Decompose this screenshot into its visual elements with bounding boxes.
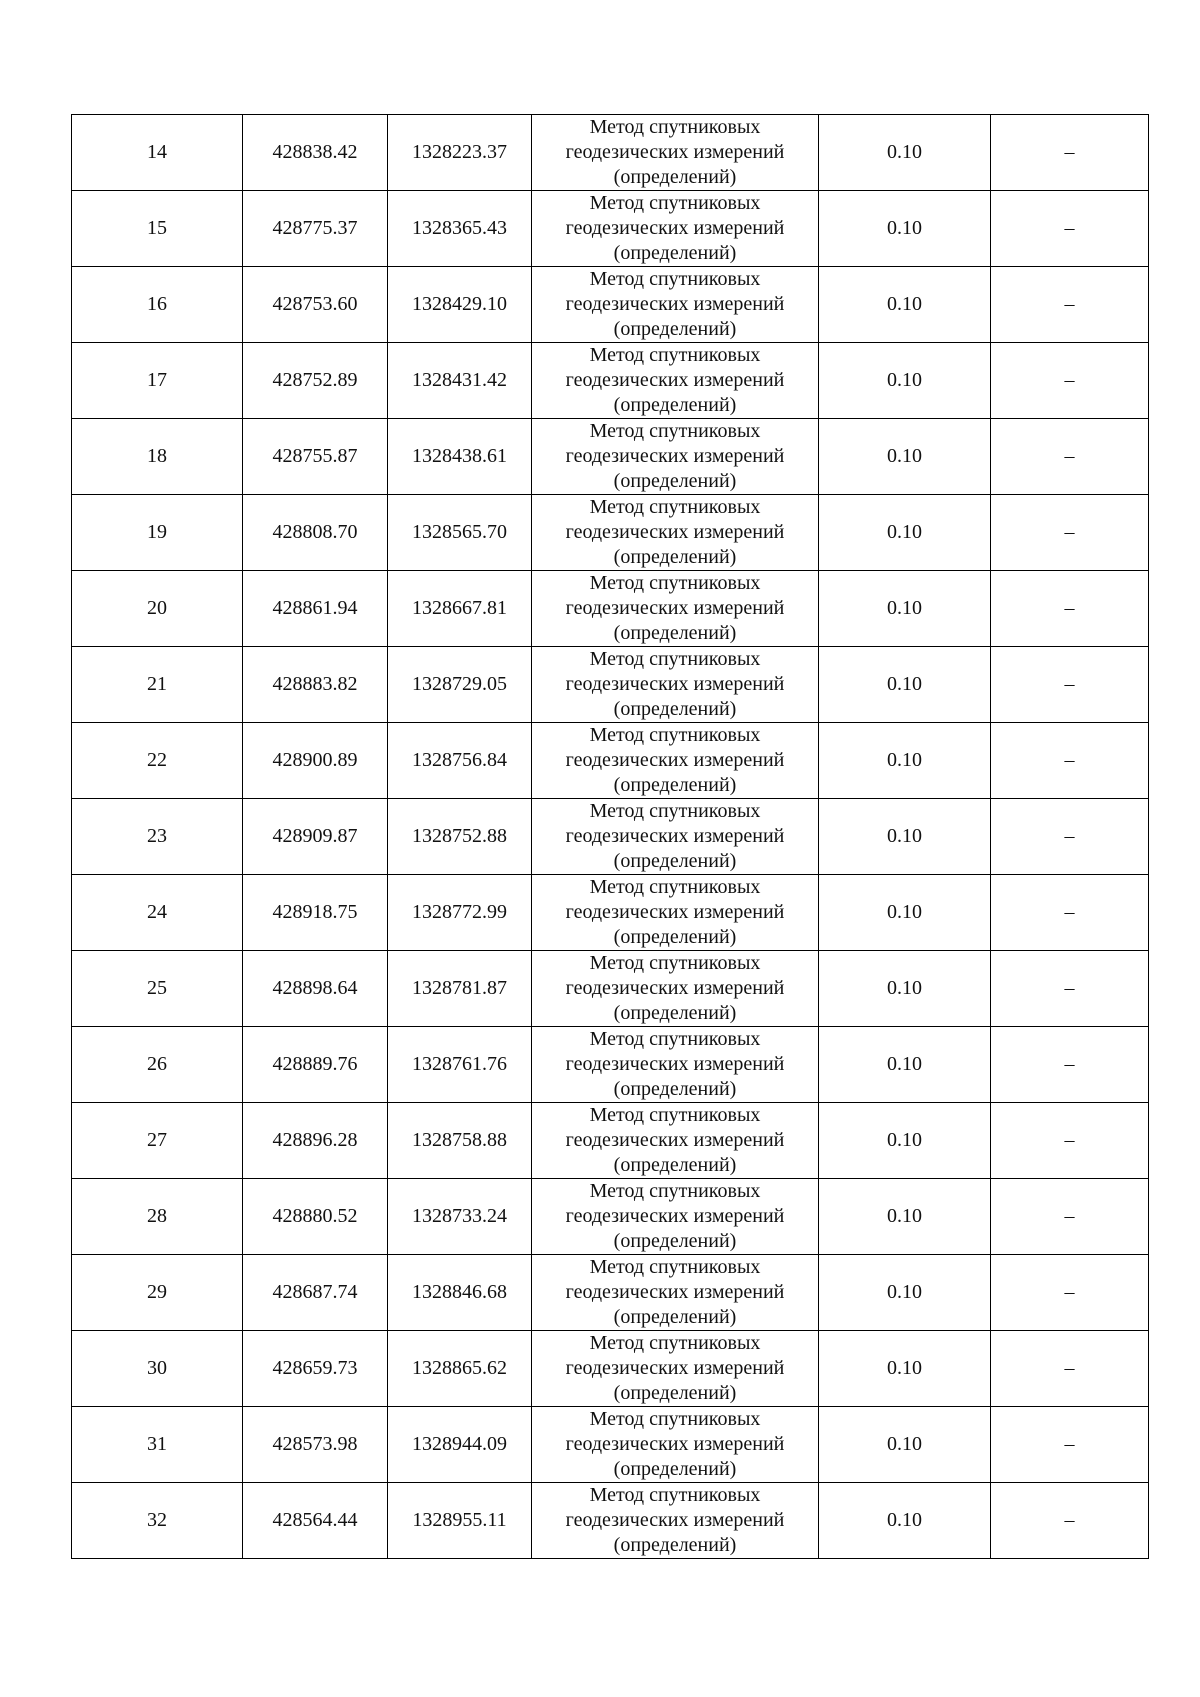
accuracy-cell: 0.10 — [819, 571, 991, 647]
x-coordinate-cell: 428753.60 — [243, 267, 388, 343]
x-coordinate-cell: 428889.76 — [243, 1027, 388, 1103]
accuracy-cell: 0.10 — [819, 115, 991, 191]
accuracy-cell: 0.10 — [819, 1179, 991, 1255]
method-cell — [532, 723, 819, 799]
x-coordinate-cell: 428564.44 — [243, 1483, 388, 1559]
method-text-line: (определений) — [613, 774, 737, 796]
method-text-line: геодезических измерений — [565, 1129, 785, 1151]
method-text-line: Метод спутниковых — [589, 420, 761, 442]
note-cell: – — [991, 1483, 1149, 1559]
x-coordinate-cell: 428883.82 — [243, 647, 388, 723]
method-text-line: геодезических измерений — [565, 1357, 785, 1379]
point-number-cell: 24 — [72, 875, 243, 951]
accuracy-cell: 0.10 — [819, 267, 991, 343]
method-cell — [532, 1331, 819, 1407]
table-row — [72, 799, 1149, 875]
point-number-cell: 25 — [72, 951, 243, 1027]
accuracy-cell: 0.10 — [819, 1331, 991, 1407]
point-number-cell: 27 — [72, 1103, 243, 1179]
method-text-line: (определений) — [613, 470, 737, 492]
y-coordinate-cell: 1328429.10 — [388, 267, 532, 343]
note-cell: – — [991, 951, 1149, 1027]
method-text-line: Метод спутниковых — [589, 1256, 761, 1278]
method-text-line: Метод спутниковых — [589, 1104, 761, 1126]
method-text-line: Метод спутниковых — [589, 268, 761, 290]
method-text-line: геодезических измерений — [565, 1053, 785, 1075]
method-text-line: геодезических измерений — [565, 1281, 785, 1303]
y-coordinate-cell: 1328565.70 — [388, 495, 532, 571]
method-text-line: геодезических измерений — [565, 1433, 785, 1455]
method-text-line: (определений) — [613, 1306, 737, 1328]
method-text-line: геодезических измерений — [565, 445, 785, 467]
table-row — [72, 343, 1149, 419]
y-coordinate-cell: 1328761.76 — [388, 1027, 532, 1103]
method-cell — [532, 115, 819, 191]
accuracy-cell: 0.10 — [819, 1407, 991, 1483]
method-text-line: (определений) — [613, 1002, 737, 1024]
point-number-cell: 19 — [72, 495, 243, 571]
y-coordinate-cell: 1328431.42 — [388, 343, 532, 419]
point-number-cell: 32 — [72, 1483, 243, 1559]
note-cell: – — [991, 115, 1149, 191]
point-number-cell: 28 — [72, 1179, 243, 1255]
method-text-line: Метод спутниковых — [589, 116, 761, 138]
x-coordinate-cell: 428861.94 — [243, 571, 388, 647]
table-row — [72, 1103, 1149, 1179]
accuracy-cell: 0.10 — [819, 419, 991, 495]
method-text-line: (определений) — [613, 1458, 737, 1480]
method-cell — [532, 267, 819, 343]
method-text-line: Метод спутниковых — [589, 1028, 761, 1050]
method-text-line: Метод спутниковых — [589, 192, 761, 214]
note-cell: – — [991, 343, 1149, 419]
x-coordinate-cell: 428900.89 — [243, 723, 388, 799]
note-cell: – — [991, 1179, 1149, 1255]
point-number-cell: 31 — [72, 1407, 243, 1483]
x-coordinate-cell: 428687.74 — [243, 1255, 388, 1331]
x-coordinate-cell: 428896.28 — [243, 1103, 388, 1179]
method-text-line: геодезических измерений — [565, 673, 785, 695]
x-coordinate-cell: 428918.75 — [243, 875, 388, 951]
y-coordinate-cell: 1328955.11 — [388, 1483, 532, 1559]
method-text-line: (определений) — [613, 1154, 737, 1176]
method-text-line: геодезических измерений — [565, 597, 785, 619]
method-text-line: Метод спутниковых — [589, 648, 761, 670]
method-text-line: Метод спутниковых — [589, 1332, 761, 1354]
method-text-line: геодезических измерений — [565, 749, 785, 771]
note-cell: – — [991, 1331, 1149, 1407]
table-row — [72, 723, 1149, 799]
method-text-line: (определений) — [613, 166, 737, 188]
x-coordinate-cell: 428909.87 — [243, 799, 388, 875]
method-text-line: геодезических измерений — [565, 521, 785, 543]
y-coordinate-cell: 1328729.05 — [388, 647, 532, 723]
x-coordinate-cell: 428880.52 — [243, 1179, 388, 1255]
table-row — [72, 1255, 1149, 1331]
y-coordinate-cell: 1328667.81 — [388, 571, 532, 647]
coordinates-table — [71, 114, 1149, 1559]
method-cell — [532, 1103, 819, 1179]
note-cell: – — [991, 571, 1149, 647]
method-text-line: (определений) — [613, 1382, 737, 1404]
point-number-cell: 16 — [72, 267, 243, 343]
y-coordinate-cell: 1328733.24 — [388, 1179, 532, 1255]
point-number-cell: 30 — [72, 1331, 243, 1407]
note-cell: – — [991, 1027, 1149, 1103]
table-row — [72, 875, 1149, 951]
method-text-line: (определений) — [613, 850, 737, 872]
table-row — [72, 267, 1149, 343]
note-cell: – — [991, 419, 1149, 495]
table-row — [72, 191, 1149, 267]
table-row — [72, 647, 1149, 723]
note-cell: – — [991, 799, 1149, 875]
x-coordinate-cell: 428659.73 — [243, 1331, 388, 1407]
accuracy-cell: 0.10 — [819, 1255, 991, 1331]
method-cell — [532, 495, 819, 571]
accuracy-cell: 0.10 — [819, 1483, 991, 1559]
note-cell: – — [991, 1255, 1149, 1331]
note-cell: – — [991, 875, 1149, 951]
y-coordinate-cell: 1328781.87 — [388, 951, 532, 1027]
table-row — [72, 115, 1149, 191]
accuracy-cell: 0.10 — [819, 799, 991, 875]
method-cell — [532, 343, 819, 419]
accuracy-cell: 0.10 — [819, 951, 991, 1027]
accuracy-cell: 0.10 — [819, 723, 991, 799]
method-text-line: (определений) — [613, 318, 737, 340]
point-number-cell: 26 — [72, 1027, 243, 1103]
method-text-line: геодезических измерений — [565, 977, 785, 999]
method-cell — [532, 1255, 819, 1331]
method-text-line: Метод спутниковых — [589, 1180, 761, 1202]
x-coordinate-cell: 428573.98 — [243, 1407, 388, 1483]
accuracy-cell: 0.10 — [819, 647, 991, 723]
method-text-line: (определений) — [613, 1078, 737, 1100]
x-coordinate-cell: 428775.37 — [243, 191, 388, 267]
y-coordinate-cell: 1328223.37 — [388, 115, 532, 191]
method-text-line: Метод спутниковых — [589, 724, 761, 746]
point-number-cell: 18 — [72, 419, 243, 495]
table-body — [72, 115, 1149, 1559]
table-row — [72, 1331, 1149, 1407]
note-cell: – — [991, 647, 1149, 723]
method-text-line: геодезических измерений — [565, 293, 785, 315]
method-text-line: (определений) — [613, 1534, 737, 1556]
point-number-cell: 22 — [72, 723, 243, 799]
method-cell — [532, 191, 819, 267]
method-cell — [532, 1483, 819, 1559]
table-row — [72, 495, 1149, 571]
method-cell — [532, 875, 819, 951]
y-coordinate-cell: 1328772.99 — [388, 875, 532, 951]
point-number-cell: 23 — [72, 799, 243, 875]
point-number-cell: 17 — [72, 343, 243, 419]
note-cell: – — [991, 1407, 1149, 1483]
x-coordinate-cell: 428898.64 — [243, 951, 388, 1027]
x-coordinate-cell: 428838.42 — [243, 115, 388, 191]
method-text-line: Метод спутниковых — [589, 876, 761, 898]
method-text-line: Метод спутниковых — [589, 1408, 761, 1430]
x-coordinate-cell: 428755.87 — [243, 419, 388, 495]
y-coordinate-cell: 1328846.68 — [388, 1255, 532, 1331]
point-number-cell: 14 — [72, 115, 243, 191]
method-text-line: (определений) — [613, 242, 737, 264]
method-cell — [532, 951, 819, 1027]
method-text-line: Метод спутниковых — [589, 800, 761, 822]
method-text-line: геодезических измерений — [565, 217, 785, 239]
method-cell — [532, 419, 819, 495]
note-cell: – — [991, 1103, 1149, 1179]
method-text-line: Метод спутниковых — [589, 1484, 761, 1506]
method-text-line: (определений) — [613, 546, 737, 568]
method-cell — [532, 571, 819, 647]
y-coordinate-cell: 1328756.84 — [388, 723, 532, 799]
table-row — [72, 1027, 1149, 1103]
x-coordinate-cell: 428808.70 — [243, 495, 388, 571]
accuracy-cell: 0.10 — [819, 495, 991, 571]
note-cell: – — [991, 267, 1149, 343]
table-row — [72, 419, 1149, 495]
method-cell — [532, 1179, 819, 1255]
method-text-line: геодезических измерений — [565, 901, 785, 923]
accuracy-cell: 0.10 — [819, 1103, 991, 1179]
note-cell: – — [991, 191, 1149, 267]
accuracy-cell: 0.10 — [819, 343, 991, 419]
method-text-line: Метод спутниковых — [589, 496, 761, 518]
x-coordinate-cell: 428752.89 — [243, 343, 388, 419]
table-row — [72, 1407, 1149, 1483]
method-text-line: Метод спутниковых — [589, 344, 761, 366]
y-coordinate-cell: 1328752.88 — [388, 799, 532, 875]
method-text-line: геодезических измерений — [565, 825, 785, 847]
y-coordinate-cell: 1328438.61 — [388, 419, 532, 495]
point-number-cell: 21 — [72, 647, 243, 723]
y-coordinate-cell: 1328944.09 — [388, 1407, 532, 1483]
method-text-line: (определений) — [613, 926, 737, 948]
accuracy-cell: 0.10 — [819, 191, 991, 267]
table-row — [72, 571, 1149, 647]
note-cell: – — [991, 723, 1149, 799]
method-text-line: Метод спутниковых — [589, 572, 761, 594]
method-text-line: геодезических измерений — [565, 1509, 785, 1531]
y-coordinate-cell: 1328865.62 — [388, 1331, 532, 1407]
method-cell — [532, 1027, 819, 1103]
y-coordinate-cell: 1328365.43 — [388, 191, 532, 267]
accuracy-cell: 0.10 — [819, 875, 991, 951]
method-cell — [532, 799, 819, 875]
method-cell — [532, 1407, 819, 1483]
table-row — [72, 1179, 1149, 1255]
point-number-cell: 20 — [72, 571, 243, 647]
method-text-line: Метод спутниковых — [589, 952, 761, 974]
method-text-line: геодезических измерений — [565, 141, 785, 163]
method-text-line: (определений) — [613, 394, 737, 416]
y-coordinate-cell: 1328758.88 — [388, 1103, 532, 1179]
method-cell — [532, 647, 819, 723]
method-text-line: (определений) — [613, 622, 737, 644]
method-text-line: (определений) — [613, 1230, 737, 1252]
method-text-line: геодезических измерений — [565, 369, 785, 391]
method-text-line: геодезических измерений — [565, 1205, 785, 1227]
note-cell: – — [991, 495, 1149, 571]
accuracy-cell: 0.10 — [819, 1027, 991, 1103]
table-row — [72, 951, 1149, 1027]
point-number-cell: 15 — [72, 191, 243, 267]
method-text-line: (определений) — [613, 698, 737, 720]
point-number-cell: 29 — [72, 1255, 243, 1331]
table-row — [72, 1483, 1149, 1559]
